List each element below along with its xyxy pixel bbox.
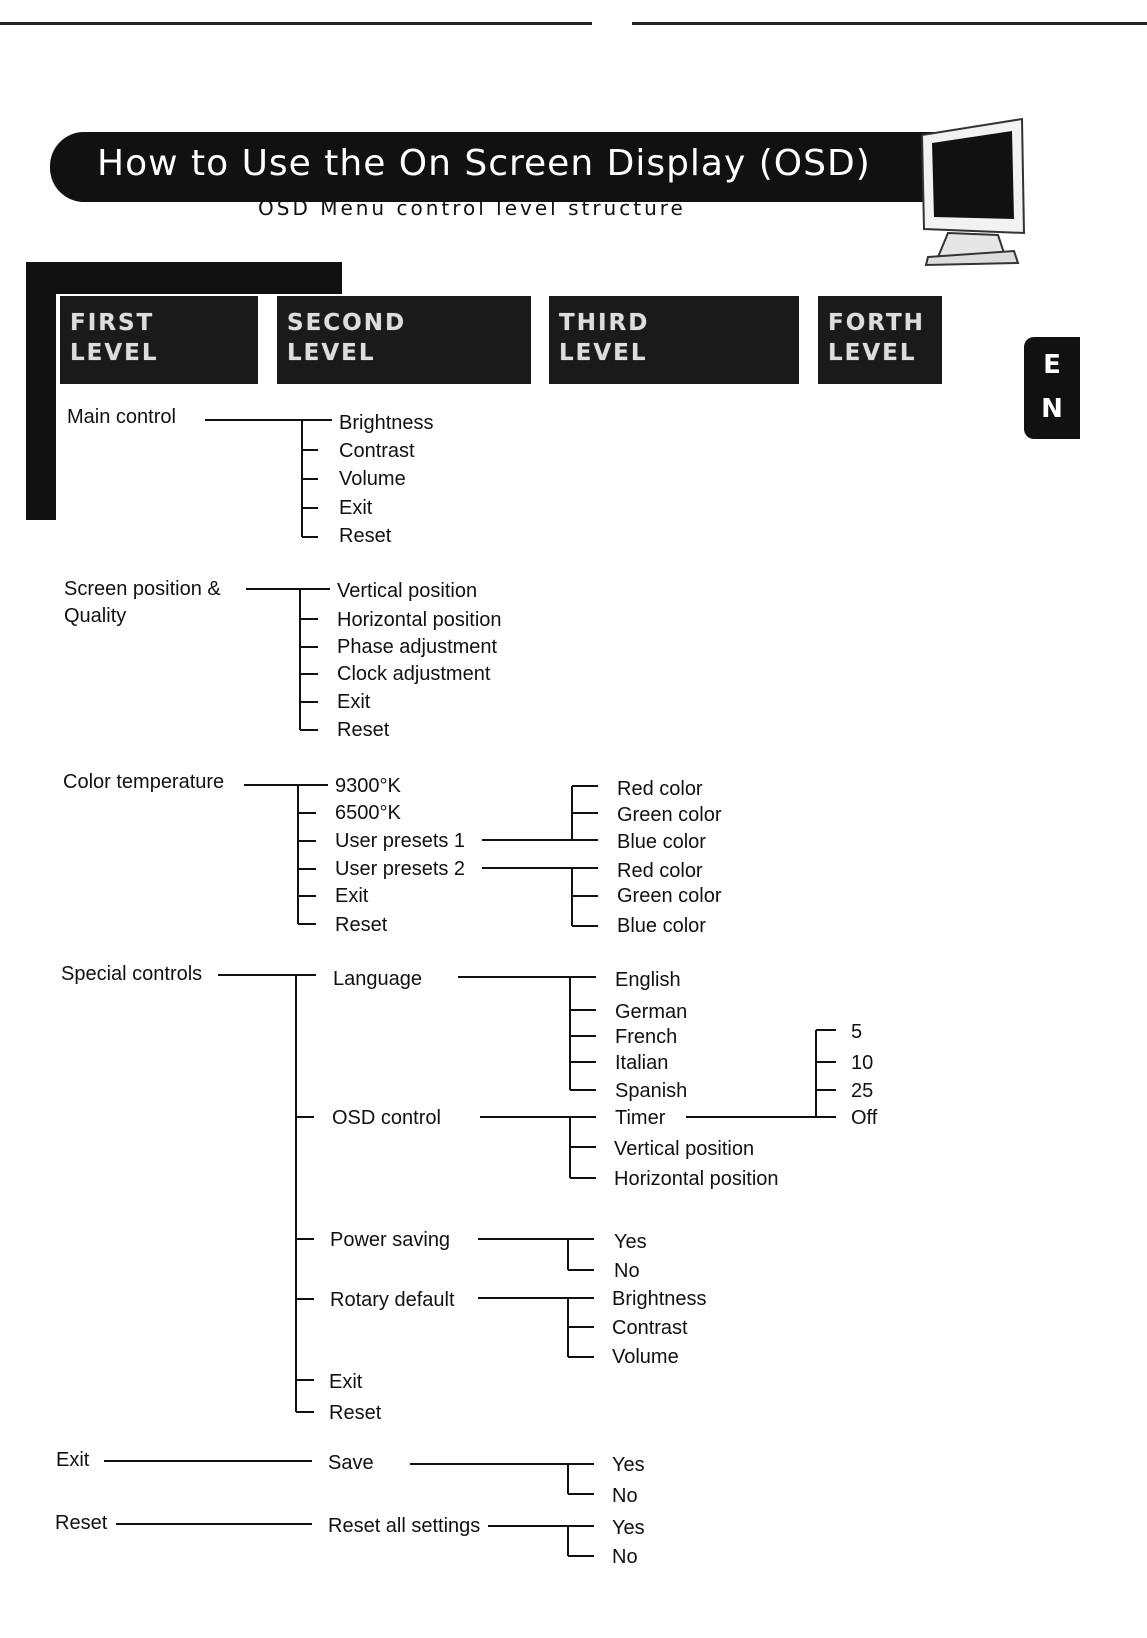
node-rotary-default: Rotary default (330, 1289, 455, 1311)
node-volume: Volume (612, 1346, 679, 1368)
node-french: French (615, 1026, 678, 1048)
node-clock-adjustment: Clock adjustment (337, 663, 491, 685)
node-phase-adjustment: Phase adjustment (337, 636, 498, 658)
node-exit: Exit (339, 497, 373, 519)
node-timer-5: 5 (851, 1021, 863, 1043)
node-reset: Reset (329, 1402, 382, 1424)
level-header-first-line1: FIRST (70, 310, 155, 336)
node-vertical-position: Vertical position (337, 580, 478, 602)
node-timer-off: Off (851, 1107, 878, 1129)
node-blue-color: Blue color (617, 915, 706, 937)
language-tab-letter-e: E (1043, 350, 1061, 380)
node-exit-top: Exit (56, 1449, 90, 1471)
node-italian: Italian (615, 1052, 669, 1074)
page-title: How to Use the On Screen Display (OSD) (97, 143, 871, 184)
node-english: English (615, 969, 681, 991)
node-user-presets-1: User presets 1 (335, 830, 466, 852)
node-reset-top: Reset (55, 1512, 108, 1534)
node-exit: Exit (335, 885, 369, 907)
node-yes: Yes (612, 1517, 645, 1539)
node-no: No (614, 1260, 640, 1282)
node-timer: Timer (615, 1107, 666, 1129)
node-reset: Reset (335, 914, 388, 936)
node-9300k: 9300°K (335, 775, 401, 797)
node-contrast: Contrast (339, 440, 415, 462)
node-spanish: Spanish (615, 1080, 688, 1102)
node-blue-color: Blue color (617, 831, 706, 853)
node-horizontal-position: Horizontal position (337, 609, 502, 631)
level-header-second-line1: SECOND (287, 310, 407, 336)
level-header-fourth-line2: LEVEL (828, 340, 917, 366)
level-header-fourth-line1: FORTH (828, 310, 925, 336)
node-green-color: Green color (617, 885, 722, 907)
node-special-controls: Special controls (61, 963, 203, 985)
node-reset: Reset (337, 719, 390, 741)
node-red-color: Red color (617, 860, 703, 882)
node-yes: Yes (612, 1454, 645, 1476)
node-brightness: Brightness (339, 412, 434, 434)
node-exit: Exit (329, 1371, 363, 1393)
node-exit: Exit (337, 691, 371, 713)
node-contrast: Contrast (612, 1317, 688, 1339)
node-vertical-position: Vertical position (614, 1138, 755, 1160)
node-horizontal-position: Horizontal position (614, 1168, 779, 1190)
node-screen-position-line1: Screen position & (64, 578, 221, 600)
node-timer-10: 10 (851, 1052, 874, 1074)
node-color-temperature: Color temperature (63, 771, 225, 793)
node-no: No (612, 1485, 638, 1507)
level-header-second-line2: LEVEL (287, 340, 376, 366)
node-german: German (615, 1001, 688, 1023)
node-save: Save (328, 1452, 374, 1474)
node-user-presets-2: User presets 2 (335, 858, 466, 880)
node-power-saving: Power saving (330, 1229, 451, 1251)
node-main-control: Main control (67, 406, 176, 428)
node-language: Language (333, 968, 422, 990)
node-osd-control: OSD control (332, 1107, 441, 1129)
node-green-color: Green color (617, 804, 722, 826)
node-reset-all-settings: Reset all settings (328, 1515, 481, 1537)
node-reset: Reset (339, 525, 392, 547)
level-header-third-line2: LEVEL (559, 340, 648, 366)
node-no: No (612, 1546, 638, 1568)
node-6500k: 6500°K (335, 802, 401, 824)
level-header-first-line2: LEVEL (70, 340, 159, 366)
level-header-third-line1: THIRD (559, 310, 650, 336)
node-red-color: Red color (617, 778, 703, 800)
node-timer-25: 25 (851, 1080, 874, 1102)
node-brightness: Brightness (612, 1288, 707, 1310)
node-screen-position-line2: Quality (64, 605, 127, 627)
page-subtitle: OSD Menu control level structure (258, 196, 686, 220)
node-volume: Volume (339, 468, 406, 490)
node-yes: Yes (614, 1231, 647, 1253)
language-tab-letter-n: N (1041, 394, 1063, 424)
